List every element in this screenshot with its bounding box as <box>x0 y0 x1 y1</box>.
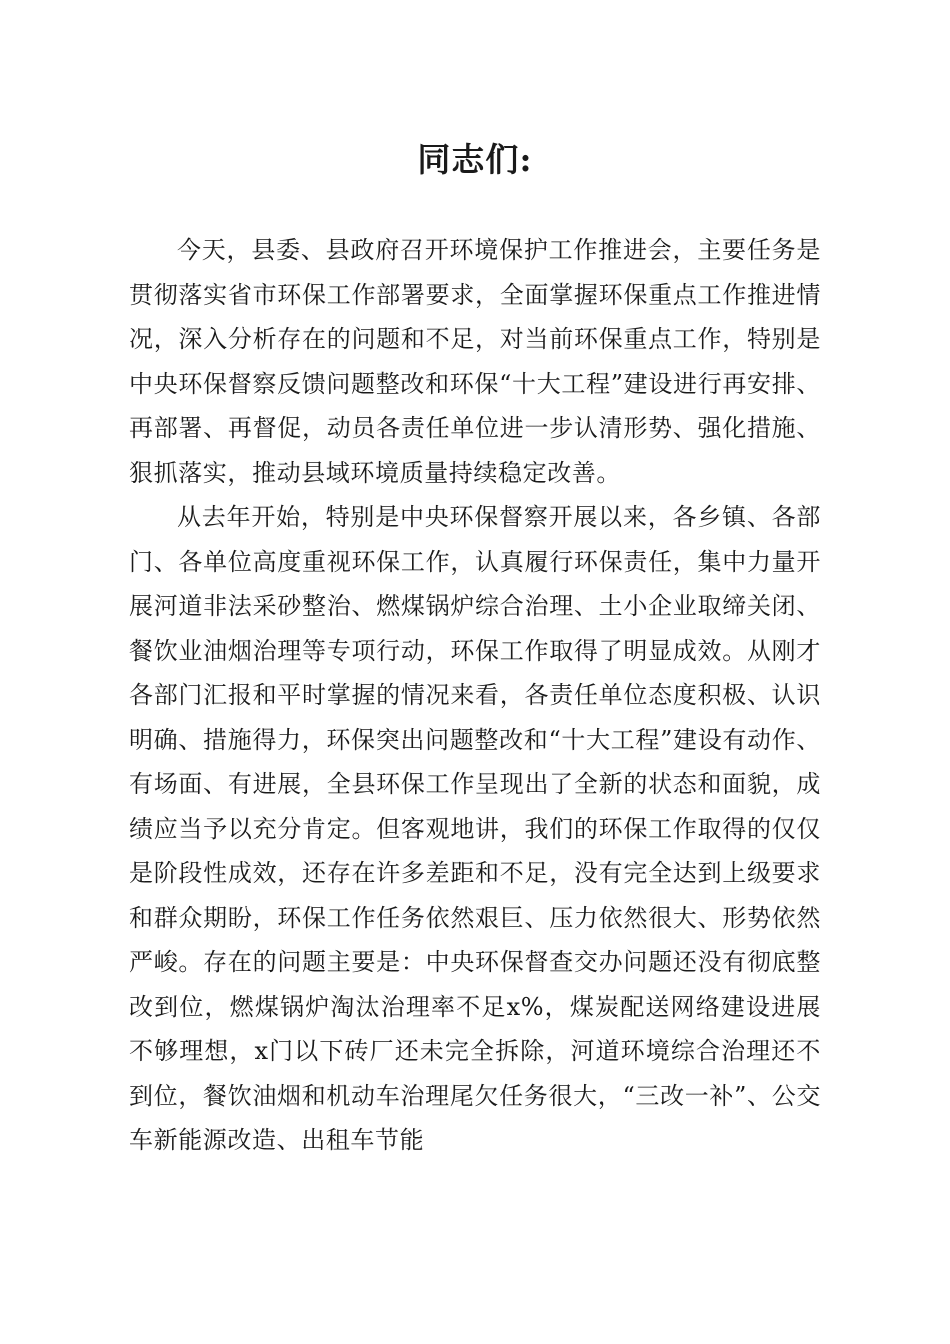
paragraph-2: 从去年开始，特别是中央环保督察开展以来，各乡镇、各部门、各单位高度重视环保工作，认真履行环保责任，集中力量开展河道非法采砂整治、燃煤锅炉综合治理、土小企业取缔关闭、餐饮业油烟治理等专项行动，环保工作取得了明显成效。从刚才各部门汇报和平时掌握的情况来看，各责任单位态度积极、认识明确、措施得力，环保突出问题整改和“十大工程”建设有动作、有场面、有进展，全县环保工作呈现出了全新的状态和面貌，成绩应当予以充分肯定。但客观地讲，我们的环保工作取得的仅仅是阶段性成效，还存在许多差距和不足，没有完全达到上级要求和群众期盼，环保工作任务依然艰巨、压力依然很大、形势依然严峻。存在的问题主要是：中央环保督查交办问题还没有彻底整改到位，燃煤锅炉淘汰治理率不足x%，煤炭配送网络建设进展不够理想，x门以下砖厂还未完全拆除，河道环境综合治理还不到位，餐饮油烟和机动车治理尾欠任务很大，“三改一补”、公交车新能源改造、出租车节能 <box>129 503 821 1154</box>
document-body <box>129 228 821 1163</box>
paragraph-1: 今天，县委、县政府召开环境保护工作推进会，主要任务是贯彻落实省市环保工作部署要求，全面掌握环保重点工作推进情况，深入分析存在的问题和不足，对当前环保重点工作，特别是中央环保督察反馈问题整改和环保“十大工程”建设进行再安排、再部署、再督促，动员各责任单位进一步认清形势、强化措施、狠抓落实，推动县域环境质量持续稳定改善。 <box>129 236 821 487</box>
page-title: 同志们: <box>417 140 533 179</box>
